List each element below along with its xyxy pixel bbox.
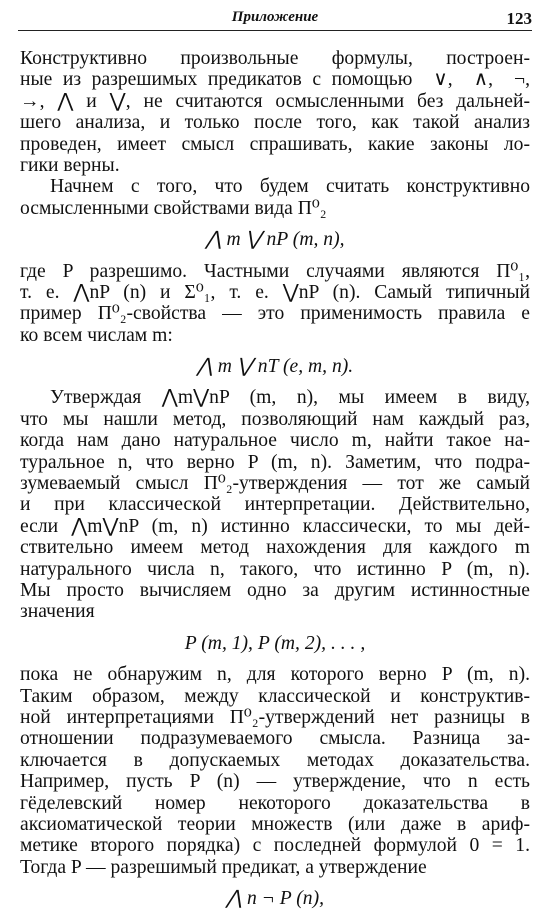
page-body bbox=[20, 48, 530, 919]
text-line: пример Π⁰₂-свойства — это применимость правила e bbox=[20, 303, 530, 325]
display-formula: ⋀ n ¬ P (n), bbox=[225, 888, 325, 910]
text-line: ные из разрешимых предикатов с помощью ∨, ∧, ¬, bbox=[20, 69, 530, 91]
text-line: и при классической интерпретации. Действительно, bbox=[20, 494, 530, 516]
text-line: т. е. ⋀nP (n) и Σ⁰₁, т. е. ⋁nP (n). Самый типичный bbox=[20, 281, 530, 303]
text-line: пока не обнаружим n, для которого верно P (m, n). bbox=[20, 664, 530, 686]
text-line: Мы просто вычисляем одно за другим истинностные bbox=[20, 579, 530, 601]
text-line: гёделевский номер некоторого доказательства в bbox=[20, 792, 530, 814]
text-line: Например, пусть P (n) — утверждение, что n есть bbox=[20, 771, 530, 793]
text-line: Конструктивно произвольные формулы, построен- bbox=[20, 48, 530, 69]
text-line: ключается в допускаемых методах доказательства. bbox=[20, 749, 530, 771]
text-line: ной интерпретациями Π⁰₂-утверждений нет разницы в bbox=[20, 706, 530, 728]
text-line: если ⋀m⋁nP (m, n) истинно классически, то мы дей- bbox=[20, 515, 530, 537]
text-line: шего анализа, и только после того, как такой анализ bbox=[20, 112, 530, 134]
text-line: значения bbox=[20, 601, 95, 623]
text-line: Таким образом, между классической и конструктив- bbox=[20, 685, 530, 707]
text-line: аксиоматической теории множеств (или даже в ариф- bbox=[20, 813, 530, 835]
display-formula: P (m, 1), P (m, 2), . . . , bbox=[184, 632, 366, 654]
text-line: ствительно имеем метод нахождения для каждого m bbox=[20, 537, 530, 559]
text-line: →, ⋀ и ⋁, не считаются осмысленными без дальней- bbox=[20, 90, 530, 112]
page-number: 123 bbox=[506, 9, 532, 28]
text-line: когда нам дано натуральное число m, найти такое на- bbox=[20, 430, 530, 452]
running-title: Приложение bbox=[231, 9, 319, 25]
text-line: проведен, имеет смысл спрашивать, какие законы ло- bbox=[20, 133, 530, 155]
text-line: туральное n, что верно P (m, n). Заметим, что подра- bbox=[20, 451, 530, 473]
display-formula: ⋀ m ⋁ nP (m, n), bbox=[205, 229, 345, 251]
running-header bbox=[18, 6, 532, 31]
text-line: где P разрешимо. Частными случаями являются Π⁰₁, bbox=[20, 260, 530, 282]
text-line: Тогда P — разрешимый предикат, а утверждение bbox=[20, 856, 427, 878]
text-line: зумеваемый смысл Π⁰₂-утверждения — тот же самый bbox=[20, 473, 530, 495]
text-line: Начнем с того, что будем считать конструктивно bbox=[50, 176, 530, 198]
text-line: ко всем числам m: bbox=[20, 324, 173, 346]
text-line: осмысленными свойствами вида Π⁰₂ bbox=[20, 197, 327, 219]
text-line: метике второго порядка) с последней формулой 0 = 1. bbox=[20, 835, 530, 857]
text-line: Утверждая ⋀m⋁nP (m, n), мы имеем в виду, bbox=[50, 387, 530, 409]
text-line: что мы нашли метод, позволяющий нам каждый раз, bbox=[20, 408, 530, 430]
text-line: натурального числа n, такого, что истинно P (m, n). bbox=[20, 558, 530, 580]
text-line: гики верны. bbox=[20, 154, 120, 176]
display-formula: ⋀ m ⋁ nT (e, m, n). bbox=[196, 356, 354, 378]
text-line: отношении подразумеваемого смысла. Разница за- bbox=[20, 728, 530, 750]
